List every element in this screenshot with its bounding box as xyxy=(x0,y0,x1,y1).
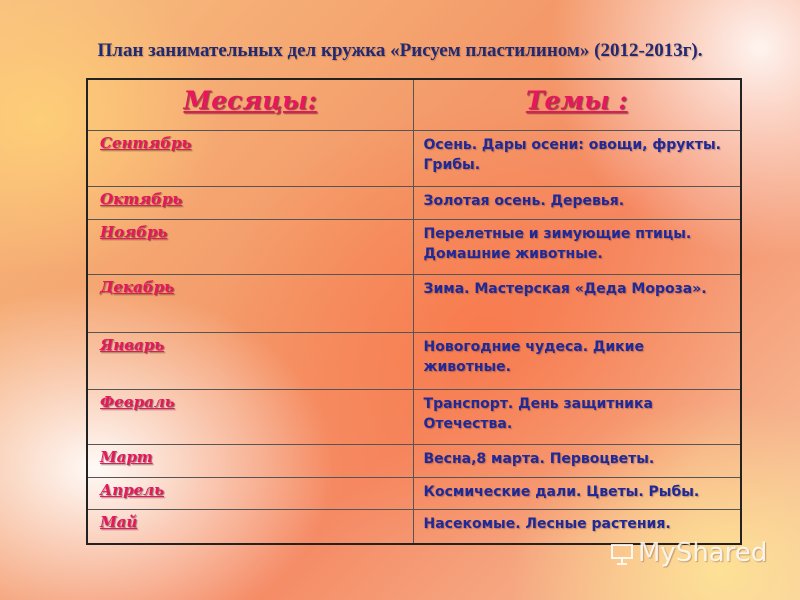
month-link[interactable]: Ноябрь xyxy=(87,220,413,275)
table-row xyxy=(87,187,741,220)
topic-cell: Насекомые. Лесные растения. xyxy=(413,510,741,544)
month-link[interactable]: Апрель xyxy=(87,478,413,510)
presentation-board-icon xyxy=(610,543,634,565)
month-link[interactable]: Февраль xyxy=(87,390,413,445)
month-link[interactable]: Сентябрь xyxy=(87,131,413,187)
topic-cell: Транспорт. День защитника Отечества. xyxy=(413,390,741,445)
topic-cell: Космические дали. Цветы. Рыбы. xyxy=(413,478,741,510)
table-header-row xyxy=(87,79,741,131)
page-title: План занимательных дел кружка «Рисуем пластилином» (2012-2013г). xyxy=(97,40,703,61)
topic-cell: Зима. Мастерская «Деда Мороза». xyxy=(413,275,741,333)
topic-cell: Новогодние чудеса. Дикие животные. xyxy=(413,333,741,390)
header-topics: Темы : xyxy=(413,79,741,131)
month-link[interactable]: Май xyxy=(87,510,413,544)
topic-cell: Весна,8 марта. Первоцветы. xyxy=(413,445,741,478)
watermark-text: MyShared xyxy=(638,538,768,568)
table-row xyxy=(87,333,741,390)
month-link[interactable]: Март xyxy=(87,445,413,478)
table-row xyxy=(87,390,741,445)
table-row xyxy=(87,220,741,275)
month-link[interactable]: Октябрь xyxy=(87,187,413,220)
month-link[interactable]: Декабрь xyxy=(87,275,413,333)
topic-cell: Перелетные и зимующие птицы. Домашние животные. xyxy=(413,220,741,275)
table-row xyxy=(87,478,741,510)
month-link[interactable]: Январь xyxy=(87,333,413,390)
topic-cell: Осень. Дары осени: овощи, фрукты. Грибы. xyxy=(413,131,741,187)
plan-table xyxy=(86,78,742,545)
topic-cell: Золотая осень. Деревья. xyxy=(413,187,741,220)
table-row xyxy=(87,275,741,333)
table-row xyxy=(87,131,741,187)
header-months: Месяцы: xyxy=(87,79,413,131)
table-row xyxy=(87,445,741,478)
